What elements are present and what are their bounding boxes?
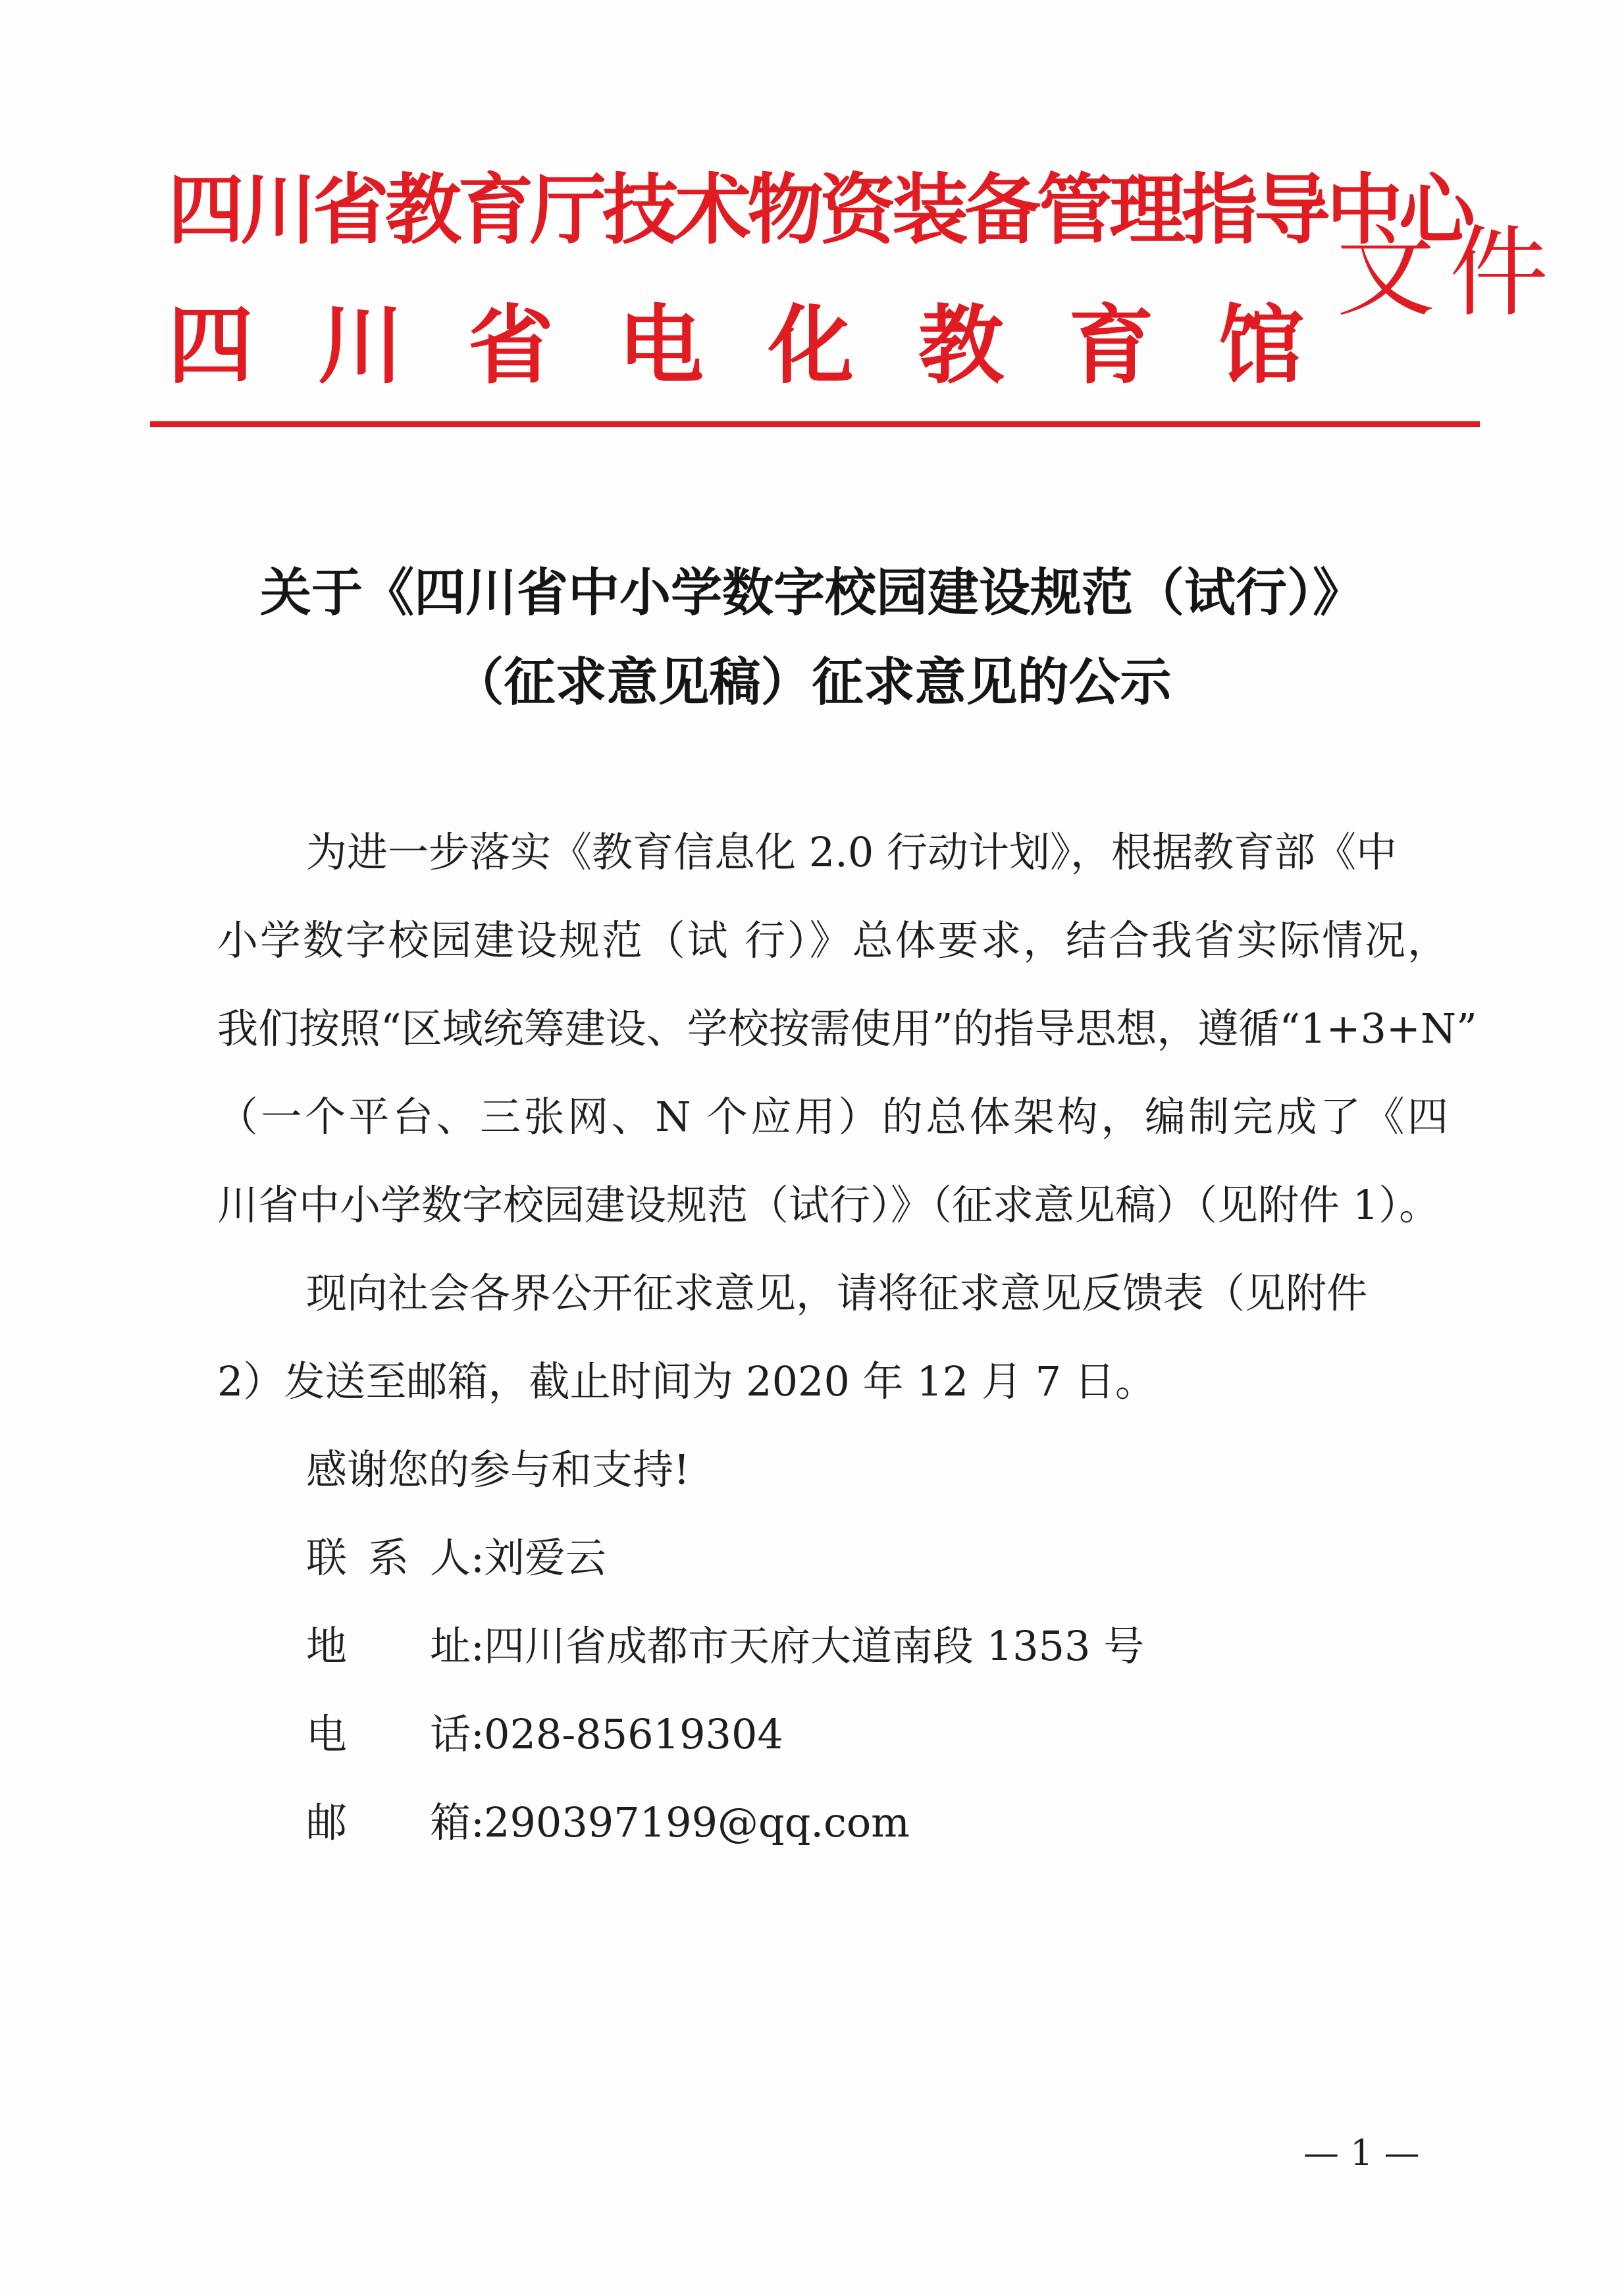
paragraph-2-line-1: 现向社会各界公开征求意见，请将征求意见反馈表（见附件 xyxy=(306,1269,1368,1317)
contact-person-label: 联系人 xyxy=(306,1534,471,1582)
page-number: — 1 — xyxy=(1303,2132,1420,2174)
contact-email-value: 290397199@qq.com xyxy=(484,1798,910,1846)
document-title-line-2: （征求意见稿）征求意见的公示 xyxy=(452,652,1172,712)
contact-phone-row xyxy=(306,1710,783,1758)
contact-person-colon: : xyxy=(471,1534,485,1582)
contact-phone-colon: : xyxy=(471,1710,485,1758)
paragraph-1-line-1: 为进一步落实《教育信息化 2.0 行动计划》，根据教育部《中 xyxy=(306,828,1398,876)
paragraph-1-line-3: 我们按照“区域统筹建设、学校按需使用”的指导思想，遵循“1+3+N” xyxy=(217,1004,1477,1053)
contact-email-row xyxy=(306,1798,910,1846)
paragraph-1-line-2: 小学数字校园建设规范（试 行）》总体要求，结合我省实际情况， xyxy=(217,916,1448,964)
paragraph-2-line-2: 2）发送至邮箱，截止时间为 2020 年 12 月 7 日。 xyxy=(217,1357,1156,1405)
contact-address-value: 四川省成都市天府大道南段 1353 号 xyxy=(484,1622,1145,1670)
contact-person-row xyxy=(306,1534,607,1582)
header-red-rule xyxy=(150,421,1480,427)
issuer-name-line-2: 四川省电化教育馆 xyxy=(168,296,1369,396)
document-title-line-1: 关于《四川省中小学数字校园建设规范（试行）》 xyxy=(259,563,1364,623)
contact-phone-value: 028-85619304 xyxy=(484,1710,783,1758)
paragraph-1-line-5: 川省中小学数字校园建设规范（试行）》（征求意见稿）（见附件 1）。 xyxy=(217,1181,1440,1229)
paragraph-1-line-4: （一个平台、三张网、N 个应用）的总体架构，编制完成了《四 xyxy=(217,1093,1448,1141)
thanks-line: 感谢您的参与和支持! xyxy=(306,1446,690,1494)
contact-address-colon: : xyxy=(471,1622,485,1670)
contact-email-colon: : xyxy=(471,1798,485,1846)
contact-phone-label: 电话 xyxy=(306,1710,471,1758)
issuer-name-line-1: 四川省教育厅技术物资装备管理指导中心 xyxy=(168,166,1471,255)
contact-person-value: 刘爱云 xyxy=(484,1534,607,1582)
document-type-label: 文件 xyxy=(1336,216,1563,330)
contact-address-label: 地址 xyxy=(306,1622,471,1670)
contact-address-row xyxy=(306,1622,1145,1670)
contact-email-label: 邮箱 xyxy=(306,1798,471,1846)
